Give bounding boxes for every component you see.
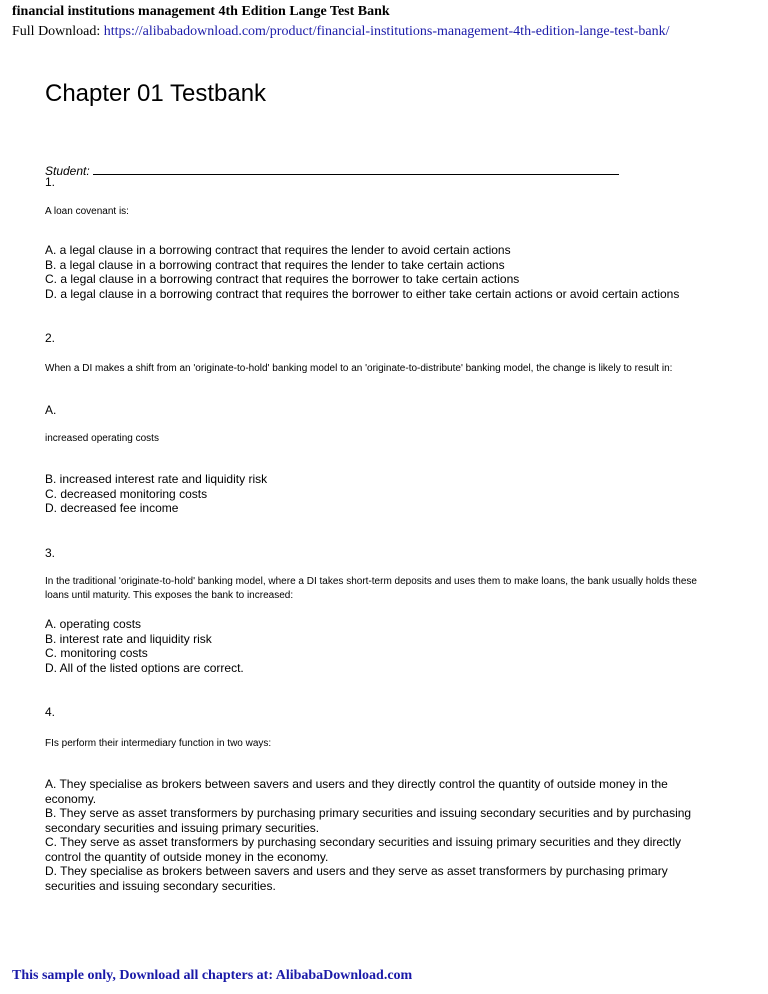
question-2-option-c: C. decreased monitoring costs: [45, 486, 208, 501]
student-name-line[interactable]: [93, 164, 619, 175]
question-2-stem: When a DI makes a shift from an 'originate-to-hold' banking model to an 'originate-to-distribute' banking model, the change is likely to result in:: [45, 363, 673, 374]
question-4-option-b: B. They serve as asset transformers by purchasing primary securities and issuing secondary securities and by purchasing secondary securities and issuing primary securities.: [45, 806, 692, 835]
download-line: [12, 24, 669, 40]
question-4-number: 4.: [45, 705, 56, 719]
question-1-option-b: B. a legal clause in a borrowing contract that requires the lender to take certain actions: [45, 257, 505, 272]
download-prefix: Full Download:: [12, 24, 104, 39]
question-4-stem: FIs perform their intermediary function in two ways:: [45, 738, 272, 749]
question-2-option-a-letter: A.: [45, 403, 57, 417]
question-3-stem: In the traditional 'originate-to-hold' banking model, where a DI takes short-term deposits and uses them to make loans, the bank usually holds these loans until maturity. This exposes the bank to increased:: [45, 576, 697, 601]
question-1-option-d: D. a legal clause in a borrowing contract that requires the borrower to either take certain actions or avoid certain actions: [45, 286, 680, 301]
question-3-options: [45, 617, 244, 675]
student-label: Student:: [45, 164, 94, 178]
question-2-option-a-text: increased operating costs: [45, 433, 159, 444]
question-4-option-c: C. They serve as asset transformers by purchasing secondary securities and issuing primary securities and they directly control the quantity of outside money in the economy.: [45, 835, 682, 864]
question-3-option-d: D. All of the listed options are correct.: [45, 660, 244, 675]
question-1-stem: A loan covenant is:: [45, 206, 129, 217]
question-3-option-c: C. monitoring costs: [45, 646, 148, 660]
chapter-title: Chapter 01 Testbank: [45, 80, 267, 107]
question-3-option-b: B. interest rate and liquidity risk: [45, 631, 212, 646]
question-4-option-a: A. They specialise as brokers between savers and users and they directly control the quantity of outside money in the economy.: [45, 777, 668, 806]
question-1-option-a: A. a legal clause in a borrowing contract that requires the lender to avoid certain actions: [45, 243, 511, 257]
question-1-number: 1.: [45, 175, 56, 189]
header-title: financial institutions management 4th Edition Lange Test Bank: [12, 4, 390, 19]
question-4-options: [45, 777, 713, 893]
question-2-options: [45, 472, 267, 516]
question-1-option-c: C. a legal clause in a borrowing contract that requires the borrower to take certain actions: [45, 272, 520, 286]
question-1-options: [45, 243, 735, 301]
question-2-option-b: B. increased interest rate and liquidity risk: [45, 472, 268, 486]
student-field: [45, 164, 619, 178]
question-2-number: 2.: [45, 331, 56, 345]
question-2-option-d: D. decreased fee income: [45, 501, 179, 515]
question-3-number: 3.: [45, 546, 56, 560]
question-4-option-d: D. They specialise as brokers between savers and users and they serve as asset transformers by purchasing primary securities and issuing secondary securities.: [45, 864, 668, 893]
download-link[interactable]: https://alibabadownload.com/product/financial-institutions-management-4th-edition-lange-test-bank/: [103, 24, 670, 39]
question-3-option-a: A. operating costs: [45, 617, 142, 631]
footer-download-notice[interactable]: This sample only, Download all chapters at: AlibabaDownload.com: [12, 968, 413, 983]
